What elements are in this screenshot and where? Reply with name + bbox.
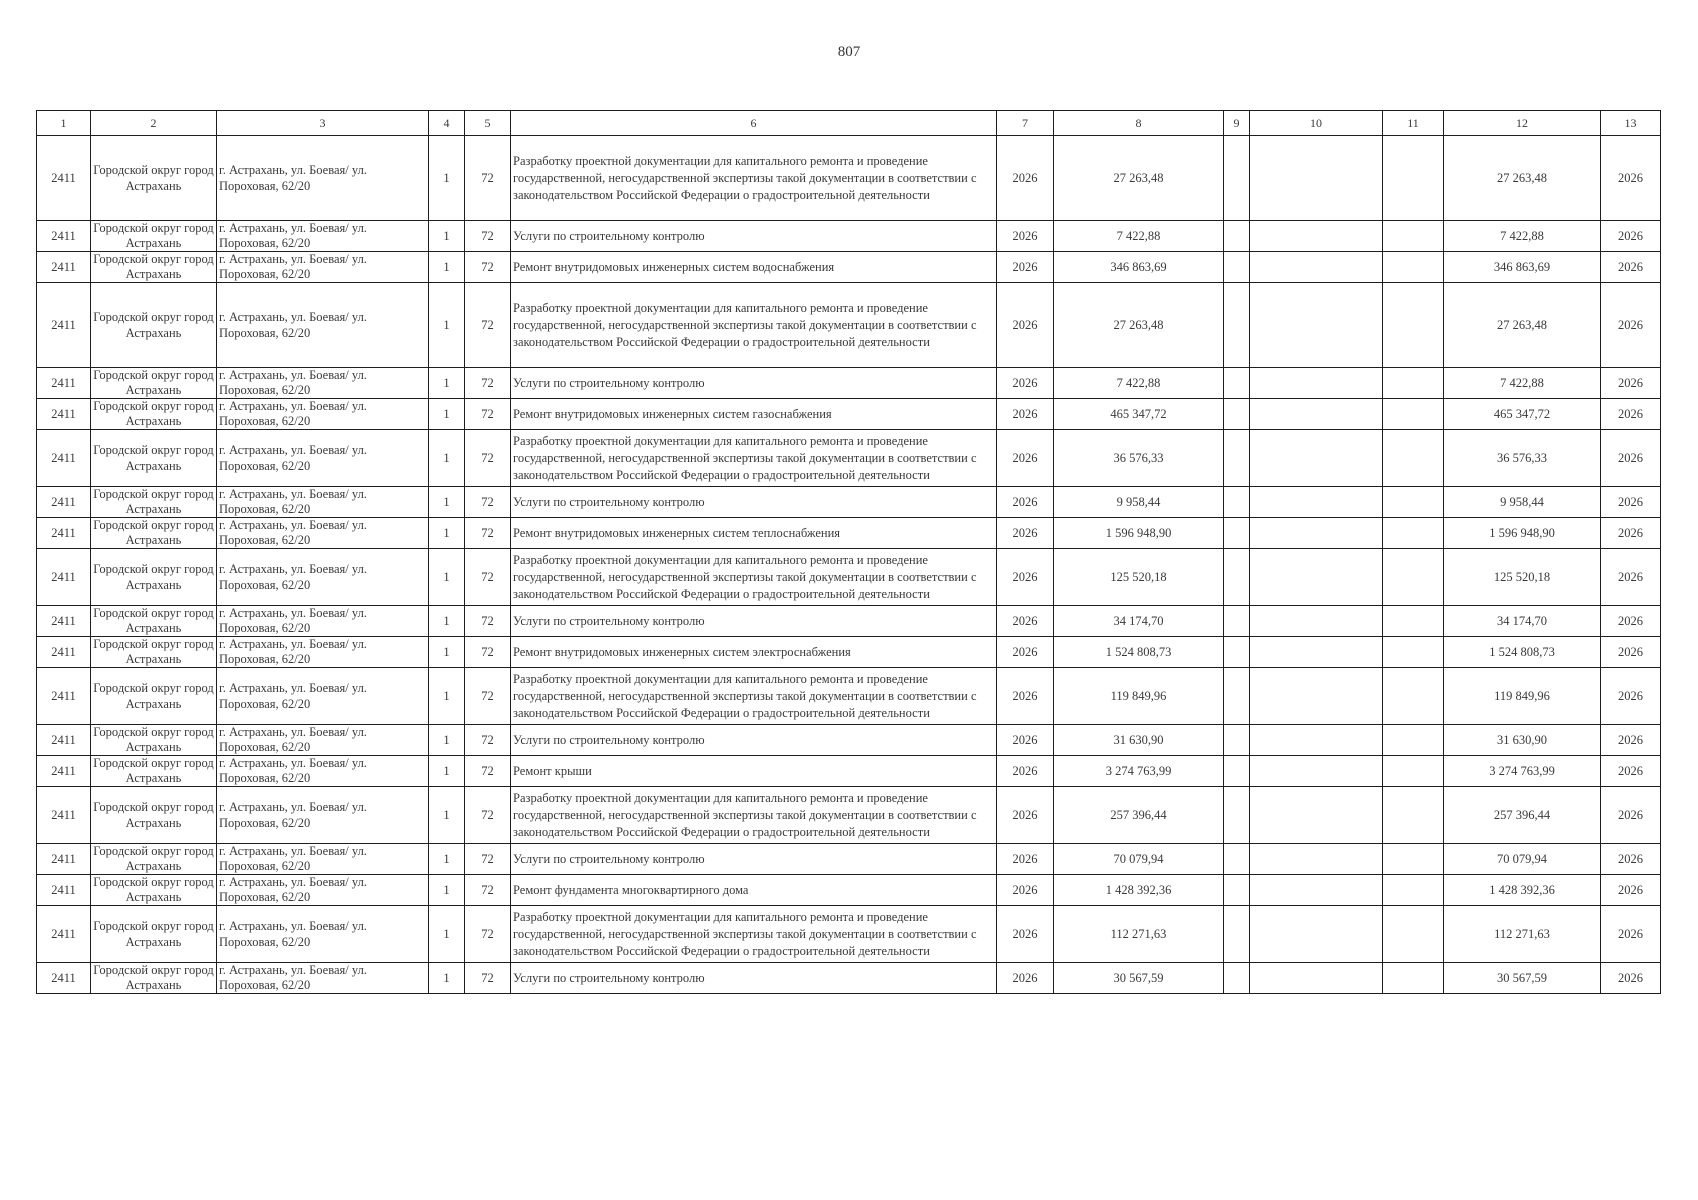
col-9 bbox=[1224, 844, 1250, 875]
table-row bbox=[37, 906, 1661, 963]
municipality: Городской округ город Астрахань bbox=[91, 430, 217, 487]
col-10 bbox=[1250, 549, 1383, 606]
column-header-1: 1 bbox=[37, 111, 91, 136]
wear-percent: 72 bbox=[465, 487, 511, 518]
municipality: Городской округ город Астрахань bbox=[91, 283, 217, 368]
col-10 bbox=[1250, 487, 1383, 518]
end-year: 2026 bbox=[1601, 252, 1661, 283]
col-9 bbox=[1224, 549, 1250, 606]
row-code: 2411 bbox=[37, 725, 91, 756]
cost: 125 520,18 bbox=[1054, 549, 1224, 606]
row-code: 2411 bbox=[37, 549, 91, 606]
row-code: 2411 bbox=[37, 668, 91, 725]
house-number: 1 bbox=[429, 221, 465, 252]
address: г. Астрахань, ул. Боевая/ ул. Пороховая, 62/20 bbox=[217, 906, 429, 963]
municipality: Городской округ город Астрахань bbox=[91, 668, 217, 725]
cost: 9 958,44 bbox=[1054, 487, 1224, 518]
work-type: Услуги по строительному контролю bbox=[511, 368, 997, 399]
municipality: Городской округ город Астрахань bbox=[91, 221, 217, 252]
row-code: 2411 bbox=[37, 787, 91, 844]
col-10 bbox=[1250, 875, 1383, 906]
address: г. Астрахань, ул. Боевая/ ул. Пороховая, 62/20 bbox=[217, 756, 429, 787]
completion-year: 2026 bbox=[997, 518, 1054, 549]
completion-year: 2026 bbox=[997, 725, 1054, 756]
total-cost: 7 422,88 bbox=[1444, 221, 1601, 252]
total-cost: 30 567,59 bbox=[1444, 963, 1601, 994]
table-row bbox=[37, 549, 1661, 606]
house-number: 1 bbox=[429, 606, 465, 637]
work-type: Услуги по строительному контролю bbox=[511, 963, 997, 994]
end-year: 2026 bbox=[1601, 487, 1661, 518]
col-9 bbox=[1224, 637, 1250, 668]
table-row bbox=[37, 606, 1661, 637]
address: г. Астрахань, ул. Боевая/ ул. Пороховая, 62/20 bbox=[217, 787, 429, 844]
work-type: Услуги по строительному контролю bbox=[511, 221, 997, 252]
cost: 1 596 948,90 bbox=[1054, 518, 1224, 549]
table-row bbox=[37, 283, 1661, 368]
col-11 bbox=[1383, 549, 1444, 606]
total-cost: 346 863,69 bbox=[1444, 252, 1601, 283]
row-code: 2411 bbox=[37, 283, 91, 368]
wear-percent: 72 bbox=[465, 283, 511, 368]
completion-year: 2026 bbox=[997, 252, 1054, 283]
end-year: 2026 bbox=[1601, 518, 1661, 549]
wear-percent: 72 bbox=[465, 549, 511, 606]
col-9 bbox=[1224, 668, 1250, 725]
table-row bbox=[37, 368, 1661, 399]
end-year: 2026 bbox=[1601, 787, 1661, 844]
column-header-2: 2 bbox=[91, 111, 217, 136]
completion-year: 2026 bbox=[997, 668, 1054, 725]
total-cost: 465 347,72 bbox=[1444, 399, 1601, 430]
address: г. Астрахань, ул. Боевая/ ул. Пороховая, 62/20 bbox=[217, 668, 429, 725]
house-number: 1 bbox=[429, 252, 465, 283]
col-11 bbox=[1383, 844, 1444, 875]
col-10 bbox=[1250, 430, 1383, 487]
cost: 7 422,88 bbox=[1054, 221, 1224, 252]
wear-percent: 72 bbox=[465, 668, 511, 725]
row-code: 2411 bbox=[37, 518, 91, 549]
col-9 bbox=[1224, 725, 1250, 756]
cost: 346 863,69 bbox=[1054, 252, 1224, 283]
total-cost: 125 520,18 bbox=[1444, 549, 1601, 606]
row-code: 2411 bbox=[37, 430, 91, 487]
wear-percent: 72 bbox=[465, 518, 511, 549]
work-type: Разработку проектной документации для капитального ремонта и проведение государственной, негосударственной экспертизы такой документации в соответствии с законодательством Российской Федерации о градостроительной деятельности bbox=[511, 136, 997, 221]
wear-percent: 72 bbox=[465, 399, 511, 430]
end-year: 2026 bbox=[1601, 368, 1661, 399]
work-type: Ремонт внутридомовых инженерных систем газоснабжения bbox=[511, 399, 997, 430]
municipality: Городской округ город Астрахань bbox=[91, 368, 217, 399]
wear-percent: 72 bbox=[465, 875, 511, 906]
col-10 bbox=[1250, 399, 1383, 430]
cost: 31 630,90 bbox=[1054, 725, 1224, 756]
row-code: 2411 bbox=[37, 252, 91, 283]
total-cost: 1 524 808,73 bbox=[1444, 637, 1601, 668]
row-code: 2411 bbox=[37, 756, 91, 787]
total-cost: 119 849,96 bbox=[1444, 668, 1601, 725]
house-number: 1 bbox=[429, 518, 465, 549]
total-cost: 9 958,44 bbox=[1444, 487, 1601, 518]
table-row bbox=[37, 399, 1661, 430]
municipality: Городской округ город Астрахань bbox=[91, 606, 217, 637]
row-code: 2411 bbox=[37, 906, 91, 963]
municipality: Городской округ город Астрахань bbox=[91, 252, 217, 283]
col-10 bbox=[1250, 221, 1383, 252]
address: г. Астрахань, ул. Боевая/ ул. Пороховая, 62/20 bbox=[217, 725, 429, 756]
col-9 bbox=[1224, 399, 1250, 430]
table-row bbox=[37, 963, 1661, 994]
table-row bbox=[37, 756, 1661, 787]
end-year: 2026 bbox=[1601, 549, 1661, 606]
total-cost: 1 428 392,36 bbox=[1444, 875, 1601, 906]
work-type: Ремонт внутридомовых инженерных систем теплоснабжения bbox=[511, 518, 997, 549]
col-11 bbox=[1383, 399, 1444, 430]
completion-year: 2026 bbox=[997, 136, 1054, 221]
total-cost: 36 576,33 bbox=[1444, 430, 1601, 487]
address: г. Астрахань, ул. Боевая/ ул. Пороховая, 62/20 bbox=[217, 399, 429, 430]
col-11 bbox=[1383, 637, 1444, 668]
address: г. Астрахань, ул. Боевая/ ул. Пороховая, 62/20 bbox=[217, 875, 429, 906]
municipality: Городской округ город Астрахань bbox=[91, 518, 217, 549]
col-11 bbox=[1383, 252, 1444, 283]
row-code: 2411 bbox=[37, 221, 91, 252]
total-cost: 70 079,94 bbox=[1444, 844, 1601, 875]
house-number: 1 bbox=[429, 844, 465, 875]
col-10 bbox=[1250, 668, 1383, 725]
row-code: 2411 bbox=[37, 844, 91, 875]
col-10 bbox=[1250, 906, 1383, 963]
municipality: Городской округ город Астрахань bbox=[91, 787, 217, 844]
col-11 bbox=[1383, 668, 1444, 725]
capital-repair-table bbox=[36, 110, 1661, 994]
completion-year: 2026 bbox=[997, 844, 1054, 875]
col-10 bbox=[1250, 787, 1383, 844]
column-header-11: 11 bbox=[1383, 111, 1444, 136]
wear-percent: 72 bbox=[465, 252, 511, 283]
col-10 bbox=[1250, 756, 1383, 787]
work-type: Услуги по строительному контролю bbox=[511, 725, 997, 756]
total-cost: 34 174,70 bbox=[1444, 606, 1601, 637]
cost: 70 079,94 bbox=[1054, 844, 1224, 875]
house-number: 1 bbox=[429, 430, 465, 487]
column-header-3: 3 bbox=[217, 111, 429, 136]
end-year: 2026 bbox=[1601, 844, 1661, 875]
completion-year: 2026 bbox=[997, 549, 1054, 606]
col-10 bbox=[1250, 844, 1383, 875]
wear-percent: 72 bbox=[465, 963, 511, 994]
address: г. Астрахань, ул. Боевая/ ул. Пороховая, 62/20 bbox=[217, 549, 429, 606]
cost: 27 263,48 bbox=[1054, 136, 1224, 221]
municipality: Городской округ город Астрахань bbox=[91, 963, 217, 994]
col-11 bbox=[1383, 221, 1444, 252]
total-cost: 27 263,48 bbox=[1444, 136, 1601, 221]
col-11 bbox=[1383, 756, 1444, 787]
municipality: Городской округ город Астрахань bbox=[91, 136, 217, 221]
column-header-7: 7 bbox=[997, 111, 1054, 136]
work-type: Услуги по строительному контролю bbox=[511, 844, 997, 875]
completion-year: 2026 bbox=[997, 399, 1054, 430]
col-11 bbox=[1383, 875, 1444, 906]
house-number: 1 bbox=[429, 875, 465, 906]
col-9 bbox=[1224, 606, 1250, 637]
house-number: 1 bbox=[429, 487, 465, 518]
end-year: 2026 bbox=[1601, 221, 1661, 252]
col-11 bbox=[1383, 368, 1444, 399]
row-code: 2411 bbox=[37, 606, 91, 637]
table-row bbox=[37, 430, 1661, 487]
cost: 7 422,88 bbox=[1054, 368, 1224, 399]
col-11 bbox=[1383, 430, 1444, 487]
cost: 465 347,72 bbox=[1054, 399, 1224, 430]
municipality: Городской округ город Астрахань bbox=[91, 875, 217, 906]
col-9 bbox=[1224, 518, 1250, 549]
col-11 bbox=[1383, 487, 1444, 518]
house-number: 1 bbox=[429, 399, 465, 430]
address: г. Астрахань, ул. Боевая/ ул. Пороховая, 62/20 bbox=[217, 252, 429, 283]
col-9 bbox=[1224, 787, 1250, 844]
col-11 bbox=[1383, 963, 1444, 994]
house-number: 1 bbox=[429, 756, 465, 787]
municipality: Городской округ город Астрахань bbox=[91, 756, 217, 787]
work-type: Ремонт внутридомовых инженерных систем водоснабжения bbox=[511, 252, 997, 283]
work-type: Услуги по строительному контролю bbox=[511, 606, 997, 637]
end-year: 2026 bbox=[1601, 668, 1661, 725]
completion-year: 2026 bbox=[997, 606, 1054, 637]
work-type: Ремонт фундамента многоквартирного дома bbox=[511, 875, 997, 906]
completion-year: 2026 bbox=[997, 906, 1054, 963]
work-type: Разработку проектной документации для капитального ремонта и проведение государственной, негосударственной экспертизы такой документации в соответствии с законодательством Российской Федерации о градостроительной деятельности bbox=[511, 668, 997, 725]
col-10 bbox=[1250, 252, 1383, 283]
total-cost: 3 274 763,99 bbox=[1444, 756, 1601, 787]
municipality: Городской округ город Астрахань bbox=[91, 487, 217, 518]
col-10 bbox=[1250, 637, 1383, 668]
address: г. Астрахань, ул. Боевая/ ул. Пороховая, 62/20 bbox=[217, 637, 429, 668]
wear-percent: 72 bbox=[465, 756, 511, 787]
wear-percent: 72 bbox=[465, 906, 511, 963]
work-type: Разработку проектной документации для капитального ремонта и проведение государственной, негосударственной экспертизы такой документации в соответствии с законодательством Российской Федерации о градостроительной деятельности bbox=[511, 283, 997, 368]
completion-year: 2026 bbox=[997, 430, 1054, 487]
cost: 36 576,33 bbox=[1054, 430, 1224, 487]
municipality: Городской округ город Астрахань bbox=[91, 725, 217, 756]
row-code: 2411 bbox=[37, 368, 91, 399]
address: г. Астрахань, ул. Боевая/ ул. Пороховая, 62/20 bbox=[217, 606, 429, 637]
column-header-10: 10 bbox=[1250, 111, 1383, 136]
row-code: 2411 bbox=[37, 875, 91, 906]
completion-year: 2026 bbox=[997, 637, 1054, 668]
address: г. Астрахань, ул. Боевая/ ул. Пороховая, 62/20 bbox=[217, 368, 429, 399]
wear-percent: 72 bbox=[465, 787, 511, 844]
work-type: Услуги по строительному контролю bbox=[511, 487, 997, 518]
end-year: 2026 bbox=[1601, 963, 1661, 994]
col-10 bbox=[1250, 136, 1383, 221]
end-year: 2026 bbox=[1601, 399, 1661, 430]
col-10 bbox=[1250, 283, 1383, 368]
col-11 bbox=[1383, 787, 1444, 844]
col-11 bbox=[1383, 283, 1444, 368]
table-row bbox=[37, 252, 1661, 283]
end-year: 2026 bbox=[1601, 606, 1661, 637]
house-number: 1 bbox=[429, 787, 465, 844]
row-code: 2411 bbox=[37, 963, 91, 994]
completion-year: 2026 bbox=[997, 875, 1054, 906]
wear-percent: 72 bbox=[465, 725, 511, 756]
table-row bbox=[37, 668, 1661, 725]
col-11 bbox=[1383, 906, 1444, 963]
end-year: 2026 bbox=[1601, 430, 1661, 487]
column-header-9: 9 bbox=[1224, 111, 1250, 136]
column-header-4: 4 bbox=[429, 111, 465, 136]
table-row bbox=[37, 875, 1661, 906]
col-11 bbox=[1383, 136, 1444, 221]
work-type: Разработку проектной документации для капитального ремонта и проведение государственной, негосударственной экспертизы такой документации в соответствии с законодательством Российской Федерации о градостроительной деятельности bbox=[511, 549, 997, 606]
house-number: 1 bbox=[429, 906, 465, 963]
col-10 bbox=[1250, 518, 1383, 549]
cost: 34 174,70 bbox=[1054, 606, 1224, 637]
col-9 bbox=[1224, 963, 1250, 994]
end-year: 2026 bbox=[1601, 756, 1661, 787]
work-type: Разработку проектной документации для капитального ремонта и проведение государственной, негосударственной экспертизы такой документации в соответствии с законодательством Российской Федерации о градостроительной деятельности bbox=[511, 787, 997, 844]
completion-year: 2026 bbox=[997, 368, 1054, 399]
end-year: 2026 bbox=[1601, 906, 1661, 963]
wear-percent: 72 bbox=[465, 844, 511, 875]
table-row bbox=[37, 844, 1661, 875]
end-year: 2026 bbox=[1601, 725, 1661, 756]
cost: 27 263,48 bbox=[1054, 283, 1224, 368]
col-11 bbox=[1383, 725, 1444, 756]
total-cost: 7 422,88 bbox=[1444, 368, 1601, 399]
end-year: 2026 bbox=[1601, 637, 1661, 668]
total-cost: 31 630,90 bbox=[1444, 725, 1601, 756]
house-number: 1 bbox=[429, 725, 465, 756]
col-9 bbox=[1224, 487, 1250, 518]
house-number: 1 bbox=[429, 668, 465, 725]
cost: 257 396,44 bbox=[1054, 787, 1224, 844]
cost: 1 524 808,73 bbox=[1054, 637, 1224, 668]
row-code: 2411 bbox=[37, 399, 91, 430]
row-code: 2411 bbox=[37, 487, 91, 518]
cost: 3 274 763,99 bbox=[1054, 756, 1224, 787]
house-number: 1 bbox=[429, 136, 465, 221]
cost: 1 428 392,36 bbox=[1054, 875, 1224, 906]
address: г. Астрахань, ул. Боевая/ ул. Пороховая, 62/20 bbox=[217, 430, 429, 487]
house-number: 1 bbox=[429, 963, 465, 994]
total-cost: 112 271,63 bbox=[1444, 906, 1601, 963]
municipality: Городской округ город Астрахань bbox=[91, 549, 217, 606]
total-cost: 27 263,48 bbox=[1444, 283, 1601, 368]
work-type: Ремонт крыши bbox=[511, 756, 997, 787]
col-9 bbox=[1224, 430, 1250, 487]
column-header-8: 8 bbox=[1054, 111, 1224, 136]
total-cost: 1 596 948,90 bbox=[1444, 518, 1601, 549]
table-row bbox=[37, 637, 1661, 668]
house-number: 1 bbox=[429, 368, 465, 399]
table-row bbox=[37, 725, 1661, 756]
col-11 bbox=[1383, 518, 1444, 549]
house-number: 1 bbox=[429, 283, 465, 368]
table-row bbox=[37, 487, 1661, 518]
col-9 bbox=[1224, 906, 1250, 963]
completion-year: 2026 bbox=[997, 963, 1054, 994]
work-type: Разработку проектной документации для капитального ремонта и проведение государственной, негосударственной экспертизы такой документации в соответствии с законодательством Российской Федерации о градостроительной деятельности bbox=[511, 906, 997, 963]
address: г. Астрахань, ул. Боевая/ ул. Пороховая, 62/20 bbox=[217, 518, 429, 549]
col-10 bbox=[1250, 368, 1383, 399]
col-9 bbox=[1224, 756, 1250, 787]
cost: 112 271,63 bbox=[1054, 906, 1224, 963]
completion-year: 2026 bbox=[997, 787, 1054, 844]
cost: 30 567,59 bbox=[1054, 963, 1224, 994]
wear-percent: 72 bbox=[465, 221, 511, 252]
table-body bbox=[37, 136, 1661, 994]
column-header-13: 13 bbox=[1601, 111, 1661, 136]
column-header-5: 5 bbox=[465, 111, 511, 136]
wear-percent: 72 bbox=[465, 606, 511, 637]
col-11 bbox=[1383, 606, 1444, 637]
col-9 bbox=[1224, 875, 1250, 906]
work-type: Разработку проектной документации для капитального ремонта и проведение государственной, негосударственной экспертизы такой документации в соответствии с законодательством Российской Федерации о градостроительной деятельности bbox=[511, 430, 997, 487]
completion-year: 2026 bbox=[997, 487, 1054, 518]
column-header-6: 6 bbox=[511, 111, 997, 136]
table-row bbox=[37, 787, 1661, 844]
row-code: 2411 bbox=[37, 136, 91, 221]
completion-year: 2026 bbox=[997, 283, 1054, 368]
address: г. Астрахань, ул. Боевая/ ул. Пороховая, 62/20 bbox=[217, 283, 429, 368]
address: г. Астрахань, ул. Боевая/ ул. Пороховая, 62/20 bbox=[217, 963, 429, 994]
col-10 bbox=[1250, 725, 1383, 756]
municipality: Городской округ город Астрахань bbox=[91, 399, 217, 430]
municipality: Городской округ город Астрахань bbox=[91, 844, 217, 875]
address: г. Астрахань, ул. Боевая/ ул. Пороховая, 62/20 bbox=[217, 487, 429, 518]
col-9 bbox=[1224, 283, 1250, 368]
total-cost: 257 396,44 bbox=[1444, 787, 1601, 844]
cost: 119 849,96 bbox=[1054, 668, 1224, 725]
house-number: 1 bbox=[429, 549, 465, 606]
table-row bbox=[37, 221, 1661, 252]
completion-year: 2026 bbox=[997, 221, 1054, 252]
col-10 bbox=[1250, 963, 1383, 994]
address: г. Астрахань, ул. Боевая/ ул. Пороховая, 62/20 bbox=[217, 136, 429, 221]
col-9 bbox=[1224, 136, 1250, 221]
header-row bbox=[37, 111, 1661, 136]
row-code: 2411 bbox=[37, 637, 91, 668]
wear-percent: 72 bbox=[465, 136, 511, 221]
wear-percent: 72 bbox=[465, 368, 511, 399]
end-year: 2026 bbox=[1601, 875, 1661, 906]
column-header-12: 12 bbox=[1444, 111, 1601, 136]
table-row bbox=[37, 518, 1661, 549]
wear-percent: 72 bbox=[465, 430, 511, 487]
end-year: 2026 bbox=[1601, 283, 1661, 368]
municipality: Городской округ город Астрахань bbox=[91, 637, 217, 668]
table-row bbox=[37, 136, 1661, 221]
end-year: 2026 bbox=[1601, 136, 1661, 221]
col-10 bbox=[1250, 606, 1383, 637]
house-number: 1 bbox=[429, 637, 465, 668]
completion-year: 2026 bbox=[997, 756, 1054, 787]
work-type: Ремонт внутридомовых инженерных систем электроснабжения bbox=[511, 637, 997, 668]
address: г. Астрахань, ул. Боевая/ ул. Пороховая, 62/20 bbox=[217, 221, 429, 252]
wear-percent: 72 bbox=[465, 637, 511, 668]
col-9 bbox=[1224, 368, 1250, 399]
address: г. Астрахань, ул. Боевая/ ул. Пороховая, 62/20 bbox=[217, 844, 429, 875]
col-9 bbox=[1224, 252, 1250, 283]
municipality: Городской округ город Астрахань bbox=[91, 906, 217, 963]
page-number: 807 bbox=[837, 44, 861, 60]
col-9 bbox=[1224, 221, 1250, 252]
